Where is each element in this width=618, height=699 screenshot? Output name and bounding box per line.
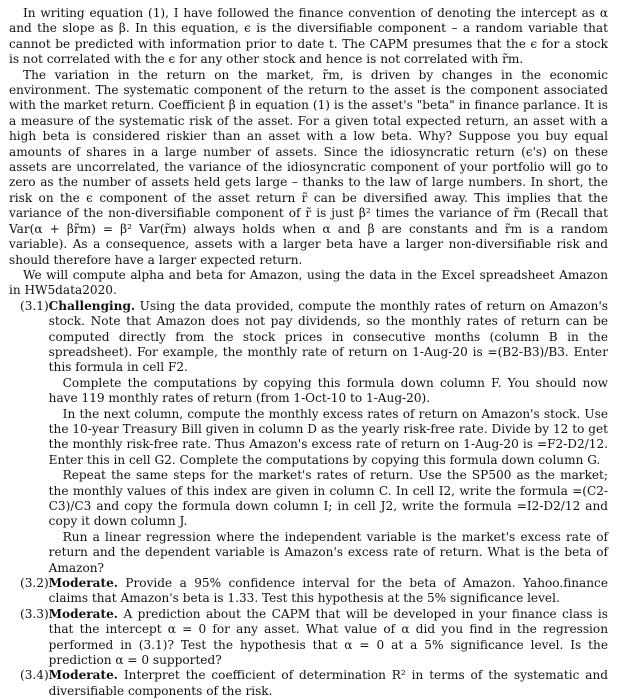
question-text: Provide a 95% confidence interval for the beta of Amazon. Yahoo.finance claims that Amazon's beta is 1.33. Test this hypothesis at the 5% significance level. (48, 576, 608, 606)
question-3-4 (9, 668, 608, 699)
question-level: Moderate. (48, 576, 118, 591)
question-number: (3.2) (20, 576, 49, 591)
question-3-1 (9, 299, 608, 576)
question-3-2 (9, 576, 608, 607)
question-level: Moderate. (48, 668, 118, 683)
question-level: Challenging. (48, 298, 136, 313)
paragraph-intro: In writing equation (1), I have followed the finance convention of denoting the intercept as α and the slope as β. In this equation, ϵ is the diversifiable component – a random variable that cannot be predicted with information prior to date t. The CAPM presumes that the ϵ for a stock is not correlated with the ϵ for any other stock and hence is not correlated with r̃m. (9, 6, 608, 67)
question-text: In the next column, compute the monthly excess rates of return on Amazon's stock. Use the 10-year Treasury Bill given in column D as the yearly risk-free rate. Divide by 12 to get the monthly risk-free rate. Thus Amazon's excess rate of return on 1-Aug-20 is =F2-D2/12. Enter this in cell G2. Complete the computations by copying this formula down column G. (48, 406, 608, 467)
question-number: (3.3) (20, 606, 49, 621)
question-level: Moderate. (48, 606, 118, 621)
question-number: (3.4) (20, 668, 49, 683)
question-text: A prediction about the CAPM that will be developed in your finance class is that the intercept α = 0 for any asset. What value of α did you find in the regression performed in (3.1)? Test the hypothesis that α = 0 at a 5% significance level. Is the prediction α = 0 supported? (48, 606, 608, 668)
question-text: Complete the computations by copying this formula down column F. You should now have 119 monthly rates of return (from 1-Oct-10 to 1-Aug-20). (48, 375, 608, 406)
question-number: (3.1) (20, 298, 49, 313)
question-text: Interpret the coefficient of determination R² in terms of the systematic and diversifiable components of the risk. (48, 668, 608, 698)
question-text: Run a linear regression where the independent variable is the market's excess rate of return and the dependent variable is Amazon's excess rate of return. What is the beta of Amazon? (48, 529, 608, 575)
question-text: Repeat the same steps for the market's rates of return. Use the SP500 as the market; the monthly values of this index are given in column C. In cell I2, write the formula =(C2-C3)/C3 and copy the formula down column I; in cell J2, write the formula =I2-D2/12 and copy it down column J. (48, 468, 608, 529)
paragraph-market-variation: The variation in the return on the market, r̃m, is driven by changes in the economic environment. The systematic component of the return to the asset is the component associated with the market return. Coefficient β in equation (1) is the asset's "beta" in finance parlance. It is a measure of the systematic risk of the asset. For a given total expected return, an asset with a high beta is considered riskier than an asset with a low beta. Why? Suppose you buy equal amounts of shares in a large number of assets. Since the idiosyncratic return (ϵ's) on these assets are uncorrelated, the variance of the idiosyncratic component of your portfolio will go to zero as the number of assets held gets large – thanks to the law of large numbers. In short, the risk on the ϵ component of the asset return r̃ can be diversified away. This implies that the variance of the non-diversifiable component of r̃ is just β² times the variance of r̃m (Recall that Var(α + βr̃m) = β² Var(r̃m) always holds when α and β are constants and r̃m is a random variable). As a consequence, assets with a larger beta have a larger non-diversifiable risk and should therefore have a larger expected return. (9, 67, 608, 267)
paragraph-amazon-intro: We will compute alpha and beta for Amazon, using the data in the Excel spreadsheet Amazon in HW5data2020. (9, 267, 608, 298)
question-text: Using the data provided, compute the monthly rates of return on Amazon's stock. Note that Amazon does not pay dividends, so the monthly rates of return can be computed directly from the stock prices in consecutive months (column B in the spreadsheet). For example, the monthly rate of return on 1-Aug-20 is =(B2-B3)/B3. Enter this formula in cell F2. (48, 298, 608, 375)
question-3-3 (9, 607, 608, 669)
